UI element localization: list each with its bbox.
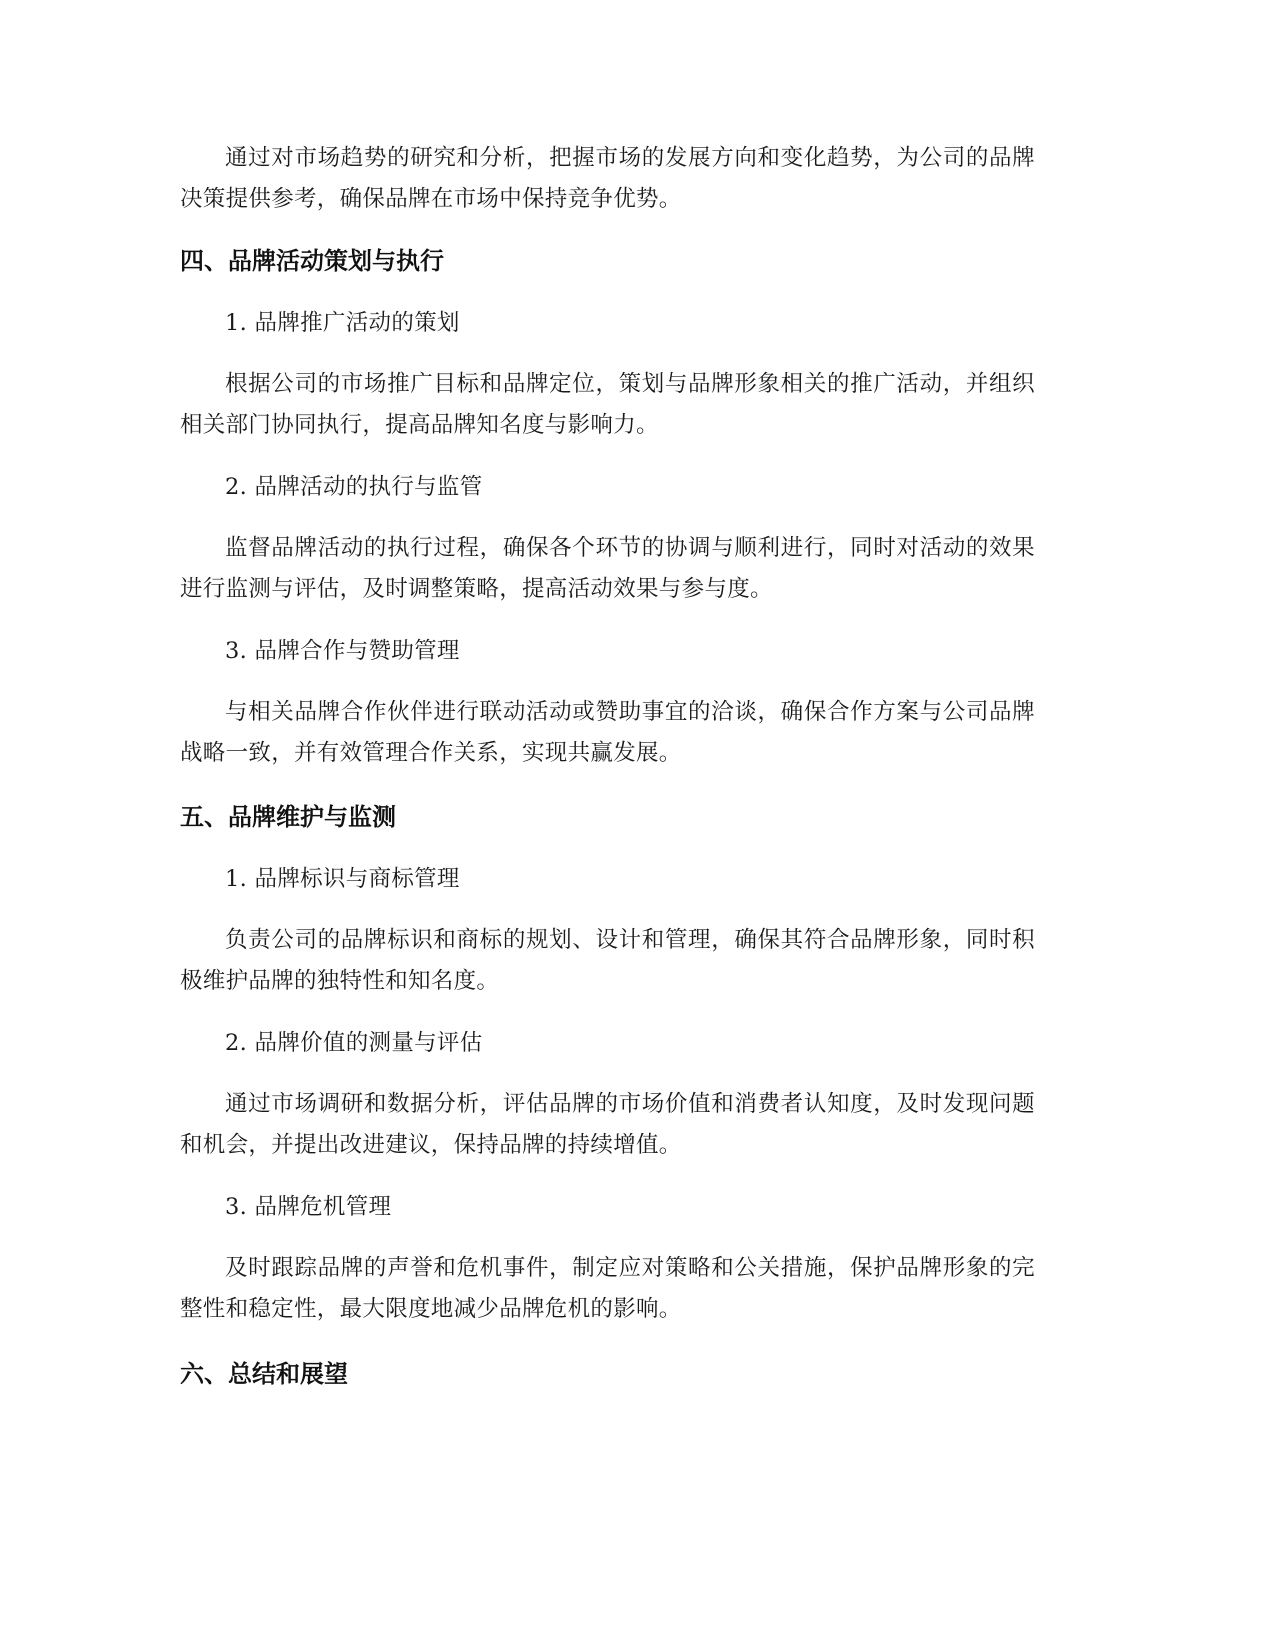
intro-paragraph: 通过对市场趋势的研究和分析，把握市场的发展方向和变化趋势，为公司的品牌决策提供参考，确保品牌在市场中保持竞争优势。 (180, 145, 1035, 212)
section5-item3-body: 及时跟踪品牌的声誉和危机事件，制定应对策略和公关措施，保护品牌形象的完整性和稳定性，最大限度地减少品牌危机的影响。 (180, 1255, 1035, 1322)
section5-item2-body: 通过市场调研和数据分析，评估品牌的市场价值和消费者认知度，及时发现问题和机会，并提出改进建议，保持品牌的持续增值。 (180, 1091, 1035, 1158)
section5-item3-title: 3. 品牌危机管理 (225, 1194, 392, 1220)
section5-item2-title: 2. 品牌价值的测量与评估 (225, 1030, 483, 1056)
section5-item1-body: 负责公司的品牌标识和商标的规划、设计和管理，确保其符合品牌形象，同时积极维护品牌的独特性和知名度。 (180, 927, 1035, 994)
section4-item1-body: 根据公司的市场推广目标和品牌定位，策划与品牌形象相关的推广活动，并组织相关部门协同执行，提高品牌知名度与影响力。 (180, 371, 1035, 438)
section4-item2-title: 2. 品牌活动的执行与监管 (225, 474, 483, 500)
section5-item1-title: 1. 品牌标识与商标管理 (225, 866, 460, 892)
section4-item3-title: 3. 品牌合作与赞助管理 (225, 638, 460, 664)
section4-item1-title: 1. 品牌推广活动的策划 (225, 310, 460, 336)
section4-item3-body: 与相关品牌合作伙伴进行联动活动或赞助事宜的洽谈，确保合作方案与公司品牌战略一致，并有效管理合作关系，实现共赢发展。 (180, 699, 1035, 766)
section4-item2-body: 监督品牌活动的执行过程，确保各个环节的协调与顺利进行，同时对活动的效果进行监测与评估，及时调整策略，提高活动效果与参与度。 (180, 535, 1035, 602)
section-heading-6: 六、总结和展望 (180, 1360, 348, 1388)
section-heading-4: 四、品牌活动策划与执行 (180, 247, 444, 275)
section-heading-5: 五、品牌维护与监测 (180, 803, 396, 831)
